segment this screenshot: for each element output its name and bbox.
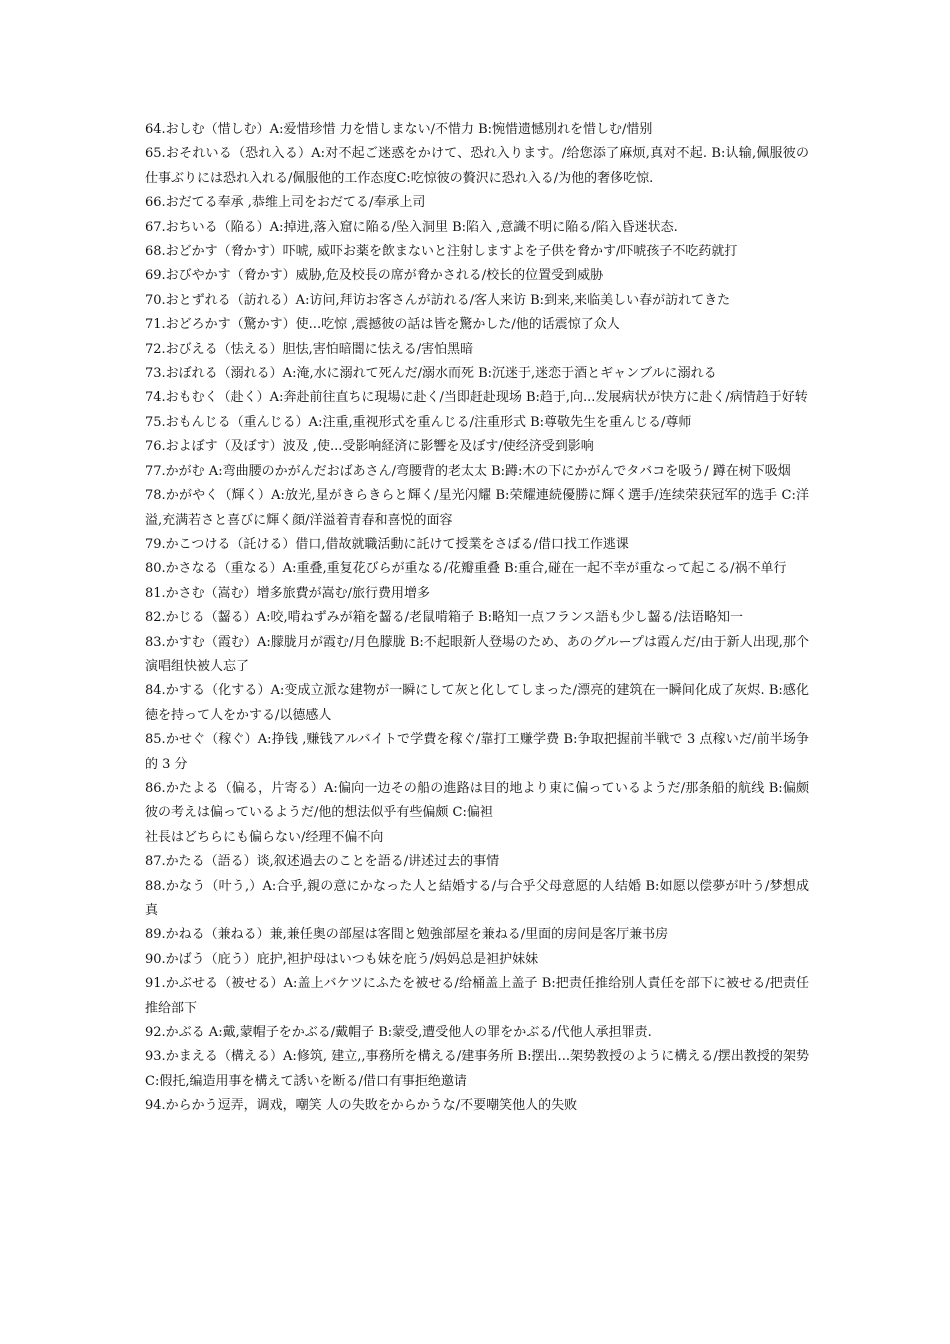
vocab-entry-64: 64.おしむ（惜しむ）A:爱惜珍惜 力を惜しまない/不惜力 B:惋惜遗憾別れを惜しむ/惜别 <box>145 122 653 137</box>
vocab-entry-69: 69.おびやかす（脅かす）威胁,危及校長の席が脅かされる/校长的位置受到威胁 <box>145 268 604 284</box>
vocab-entry-68: 68.おどかす（脅かす）吓唬, 威吓お薬を飲まないと注射しますよを子供を脅かす/吓唬孩子不吃药就打 <box>145 244 738 260</box>
vocab-entry-80: 80.かさなる（重なる）A:重叠,重复花びらが重なる/花瓣重叠 B:重合,碰在一起不幸が重なって起こる/祸不单行 <box>145 561 787 577</box>
vocab-entry-65: 65.おそれいる（恐れ入る）A:对不起ご迷惑をかけて、恐れ入ります。/给您添了麻烦,真对不起. B:认输,佩服彼の仕事ぶりには恐れ入れる/佩服他的工作态度C:吃惊彼の贅沢に恐れ入る/为他的奢侈吃惊. <box>145 146 809 186</box>
vocab-entry-86-continued: 社長はどちらにも偏らない/经理不偏不向 <box>145 829 384 845</box>
vocab-entry-79: 79.かこつける（託ける）借口,借故就職活動に託けて授業をさぼる/借口找工作逃课 <box>145 536 629 552</box>
vocab-entry-77: 77.かがむ A:弯曲腰のかがんだおばあさん/弯腰背的老太太 B:蹲:木の下にかがんでタバコを吸う/ 蹲在树下吸烟 <box>145 463 791 479</box>
vocab-entry-86: 86.かたよる（偏る，片寄る）A:偏向一边その船の進路は目的地より東に偏っているようだ/那条船的航线 B:偏颇彼の考えは偏っているようだ/他的想法似乎有些偏颇 C:偏袒 <box>145 780 809 821</box>
vocab-entry-66: 66.おだてる奉承 ,恭维上司をおだてる/奉承上司 <box>145 195 426 211</box>
vocab-entry-88: 88.かなう（叶う,）A:合乎,親の意にかなった人と結婚する/与合乎父母意愿的人结婚 B:如愿以偿夢が叶う/梦想成真 <box>145 878 809 918</box>
vocab-entry-87: 87.かたる（語る）谈,叙述過去のことを語る/讲述过去的事情 <box>145 854 500 870</box>
vocab-entry-78: 78.かがやく（輝く）A:放光,星がきらきらと輝く/星光闪耀 B:荣耀連続優勝に輝く選手/连续荣获冠军的选手 C:洋溢,充满若さと喜びに輝く顔/洋溢着青春和喜悦的面容 <box>145 488 809 528</box>
vocab-entry-93: 93.かまえる（構える）A:修筑, 建立,,事務所を構える/建事务所 B:摆出...架势教授のように構える/摆出教授的架势 C:假托,编造用事を構えて誘いを断る/借口有事拒绝邀请 <box>145 1049 809 1089</box>
vocab-entry-90: 90.かばう（庇う）庇护,袒护母はいつも妹を庇う/妈妈总是袒护妹妹 <box>145 951 539 967</box>
vocab-entry-73: 73.おぼれる（溺れる）A:淹,水に溺れて死んだ/溺水而死 B:沉迷于,迷恋于酒とギャンブルに溺れる <box>145 366 717 382</box>
vocab-entry-89: 89.かねる（兼ねる）兼,兼任奥の部屋は客間と勉強部屋を兼ねる/里面的房间是客厅兼书房 <box>145 927 669 943</box>
vocab-entry-91: 91.かぶせる（被せる）A:盖上バケツにふたを被せる/给桶盖上盖子 B:把责任推给别人責任を部下に被せる/把责任推给部下 <box>145 976 809 1016</box>
vocab-entry-84: 84.かする（化する）A:变成立派な建物が一瞬にして灰と化してしまった/漂亮的建筑在一瞬间化成了灰烬. B:感化徳を持って人をかする/以德感人 <box>145 683 809 723</box>
vocab-entry-74: 74.おもむく（赴く）A:奔赴前往直ちに現場に赴く/当即赶赴现场 B:趋于,向...发展病状が快方に赴く/病情趋于好转 <box>145 390 808 406</box>
document-body <box>145 118 809 1119</box>
vocab-entry-83: 83.かすむ（霞む）A:朦胧月が霞む/月色朦胧 B:不起眼新人登場のため、あのグループは霞んだ/由于新人出现,那个演唱组快被人忘了 <box>145 634 809 674</box>
vocab-entry-94: 94.からかう逗弄，调戏，嘲笑 人の失敗をからかうな/不要嘲笑他人的失败 <box>145 1098 578 1114</box>
vocab-entry-72: 72.おびえる（怯える）胆怯,害怕暗闇に怯える/害怕黑暗 <box>145 341 474 357</box>
vocab-entry-76: 76.およぼす（及ぼす）波及 ,使...受影响経済に影響を及ぼす/使经济受到影响 <box>145 439 594 455</box>
vocab-entry-70: 70.おとずれる（訪れる）A:访问,拜访お客さんが訪れる/客人来访 B:到来,来临美しい春が訪れてきた <box>145 292 731 308</box>
vocab-entry-85: 85.かせぐ（稼ぐ）A:挣钱 ,赚钱アルバイトで学費を稼ぐ/靠打工赚学费 B:争取把握前半戦で 3 点稼いだ/前半场争的 3 分 <box>145 732 809 772</box>
vocab-entry-67: 67.おちいる（陥る）A:掉进,落入窟に陥る/坠入洞里 B:陷入 ,意識不明に陥る/陷入昏迷状态. <box>145 219 678 235</box>
vocab-entry-71: 71.おどろかす（驚かす）使...吃惊 ,震撼彼の話は皆を驚かした/他的话震惊了众人 <box>145 317 620 333</box>
vocab-entry-75: 75.おもんじる（重んじる）A:注重,重视形式を重んじる/注重形式 B:尊敬先生を重んじる/尊师 <box>145 414 692 430</box>
vocab-entry-81: 81.かさむ（嵩む）增多旅費が嵩む/旅行费用增多 <box>145 585 431 601</box>
vocab-entry-82: 82.かじる（齧る）A:咬,啃ねずみが箱を齧る/老鼠啃箱子 B:略知一点フランス語も少し齧る/法语略知一 <box>145 610 744 626</box>
vocab-entry-92: 92.かぶる A:戴,蒙帽子をかぶる/戴帽子 B:蒙受,遭受他人の罪をかぶる/代他人承担罪责. <box>145 1025 652 1041</box>
